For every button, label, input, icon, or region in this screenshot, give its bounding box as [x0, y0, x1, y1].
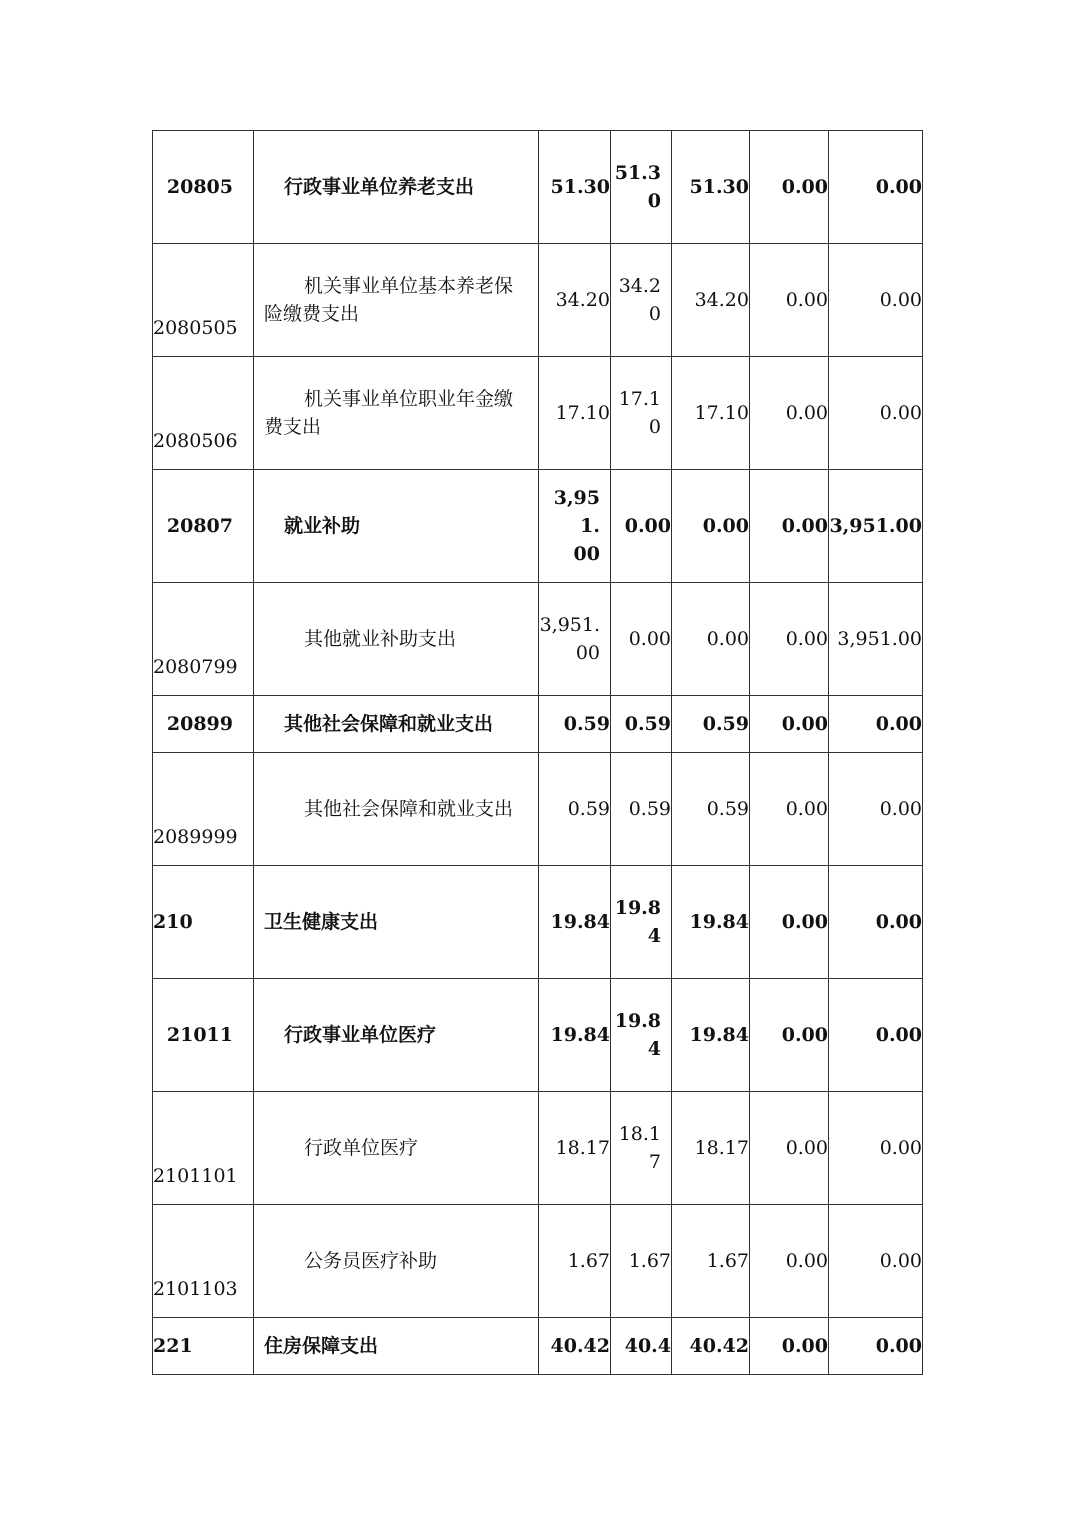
row-value-5: 0.00	[829, 1092, 923, 1205]
row-code: 210	[153, 866, 254, 979]
row-value-1: 0.59	[539, 696, 611, 753]
row-value-2: 18.1 7	[611, 1092, 672, 1205]
row-value-5: 0.00	[829, 866, 923, 979]
table-row	[153, 244, 923, 357]
row-value-5: 0.00	[829, 244, 923, 357]
row-name: 公务员医疗补助	[254, 1205, 539, 1318]
row-value-4: 0.00	[750, 357, 829, 470]
row-value-3: 1.67	[672, 1205, 750, 1318]
row-code: 20899	[153, 696, 254, 753]
row-name: 行政单位医疗	[254, 1092, 539, 1205]
table-row	[153, 583, 923, 696]
row-value-3: 18.17	[672, 1092, 750, 1205]
row-value-4: 0.00	[750, 131, 829, 244]
table-row	[153, 131, 923, 244]
table-row	[153, 1205, 923, 1318]
row-name: 其他社会保障和就业支出	[254, 753, 539, 866]
row-value-3: 0.59	[672, 753, 750, 866]
row-name: 其他就业补助支出	[254, 583, 539, 696]
row-code: 2089999	[153, 753, 254, 866]
row-code: 221	[153, 1318, 254, 1375]
row-value-3: 19.84	[672, 979, 750, 1092]
row-value-5: 0.00	[829, 753, 923, 866]
row-value-5: 0.00	[829, 1318, 923, 1375]
row-value-5: 3,951.00	[829, 470, 923, 583]
row-name: 就业补助	[254, 470, 539, 583]
row-code: 2101101	[153, 1092, 254, 1205]
table-row	[153, 753, 923, 866]
row-value-1: 40.42	[539, 1318, 611, 1375]
row-value-5: 0.00	[829, 357, 923, 470]
table-row	[153, 470, 923, 583]
row-value-4: 0.00	[750, 696, 829, 753]
row-code: 2080506	[153, 357, 254, 470]
row-value-2: 0.59	[611, 696, 672, 753]
row-value-1: 1.67	[539, 1205, 611, 1318]
row-name: 行政事业单位医疗	[254, 979, 539, 1092]
row-value-3: 17.10	[672, 357, 750, 470]
row-value-5: 0.00	[829, 696, 923, 753]
row-value-4: 0.00	[750, 866, 829, 979]
row-value-1: 19.84	[539, 866, 611, 979]
row-value-5: 3,951.00	[829, 583, 923, 696]
row-value-1: 34.20	[539, 244, 611, 357]
row-value-5: 0.00	[829, 131, 923, 244]
row-name: 机关事业单位基本养老保 险缴费支出	[254, 244, 539, 357]
row-value-2: 1.67	[611, 1205, 672, 1318]
row-value-2: 40.4	[611, 1318, 672, 1375]
row-code: 2101103	[153, 1205, 254, 1318]
row-name: 住房保障支出	[254, 1318, 539, 1375]
row-name: 卫生健康支出	[254, 866, 539, 979]
row-value-2: 0.59	[611, 753, 672, 866]
row-code: 21011	[153, 979, 254, 1092]
row-value-2: 0.00	[611, 470, 672, 583]
row-value-3: 40.42	[672, 1318, 750, 1375]
row-value-3: 0.00	[672, 583, 750, 696]
row-value-2: 19.8 4	[611, 866, 672, 979]
row-value-1: 19.84	[539, 979, 611, 1092]
row-value-2: 34.2 0	[611, 244, 672, 357]
row-name: 行政事业单位养老支出	[254, 131, 539, 244]
row-value-5: 0.00	[829, 979, 923, 1092]
row-value-2: 17.1 0	[611, 357, 672, 470]
row-value-3: 0.00	[672, 470, 750, 583]
row-value-1: 0.59	[539, 753, 611, 866]
row-value-4: 0.00	[750, 753, 829, 866]
row-value-2: 51.3 0	[611, 131, 672, 244]
table-row	[153, 696, 923, 753]
row-value-4: 0.00	[750, 1092, 829, 1205]
row-value-4: 0.00	[750, 470, 829, 583]
row-value-4: 0.00	[750, 979, 829, 1092]
row-value-1: 3,951. 00	[539, 583, 611, 696]
row-name: 其他社会保障和就业支出	[254, 696, 539, 753]
row-code: 20805	[153, 131, 254, 244]
row-value-5: 0.00	[829, 1205, 923, 1318]
row-value-4: 0.00	[750, 244, 829, 357]
row-code: 2080799	[153, 583, 254, 696]
table-row	[153, 866, 923, 979]
row-name: 机关事业单位职业年金缴 费支出	[254, 357, 539, 470]
row-value-2: 19.8 4	[611, 979, 672, 1092]
row-code: 20807	[153, 470, 254, 583]
row-value-1: 51.30	[539, 131, 611, 244]
row-value-2: 0.00	[611, 583, 672, 696]
expenditure-table	[152, 130, 923, 1375]
table-row	[153, 1092, 923, 1205]
row-value-3: 34.20	[672, 244, 750, 357]
row-value-1: 3,951. 00	[539, 470, 611, 583]
row-value-4: 0.00	[750, 1205, 829, 1318]
row-value-1: 17.10	[539, 357, 611, 470]
table-row	[153, 357, 923, 470]
row-value-4: 0.00	[750, 1318, 829, 1375]
row-code: 2080505	[153, 244, 254, 357]
row-value-3: 0.59	[672, 696, 750, 753]
row-value-1: 18.17	[539, 1092, 611, 1205]
row-value-3: 19.84	[672, 866, 750, 979]
table-row	[153, 979, 923, 1092]
table-row	[153, 1318, 923, 1375]
row-value-4: 0.00	[750, 583, 829, 696]
row-value-3: 51.30	[672, 131, 750, 244]
